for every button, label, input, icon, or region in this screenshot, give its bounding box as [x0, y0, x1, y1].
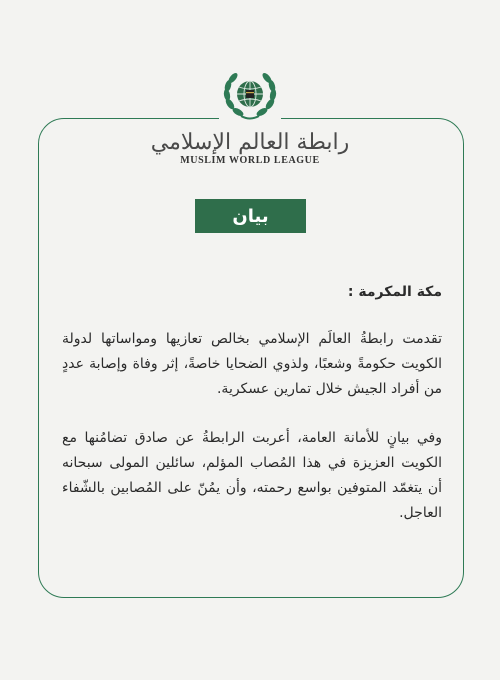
organization-logo	[0, 62, 500, 166]
location-line: مكة المكرمة :	[347, 284, 442, 300]
globe-emblem-icon	[219, 62, 281, 126]
paragraph-statement: وفي بيانٍ للأمانة العامة، أعربت الرابطةُ عن صادق تضامُنها مع الكويت العزيزة في هذا المُصاب المؤلم، سائلين المولى سبحانه أن يتغمّد المتوفين بواسع رحمته، وأن يمُنّ على المُصابين بالشّفاء العاجل.	[62, 430, 442, 521]
organization-english-name: MUSLIM WORLD LEAGUE	[174, 155, 326, 166]
statement-body	[62, 280, 442, 550]
organization-arabic-name: رابطة العالم الإسلامي	[141, 130, 360, 155]
statement-badge: بيان	[195, 199, 306, 233]
paragraph-condolences: تقدمت رابطةُ العالَم الإسلامي بخالص تعازيها ومواساتها لدولة الكويت حكومةً وشعبًا، ولذوي الضحايا خاصةً، إثر وفاة وإصابة عددٍ من أفراد الجيش خلال تمارين عسكرية.	[62, 331, 442, 397]
